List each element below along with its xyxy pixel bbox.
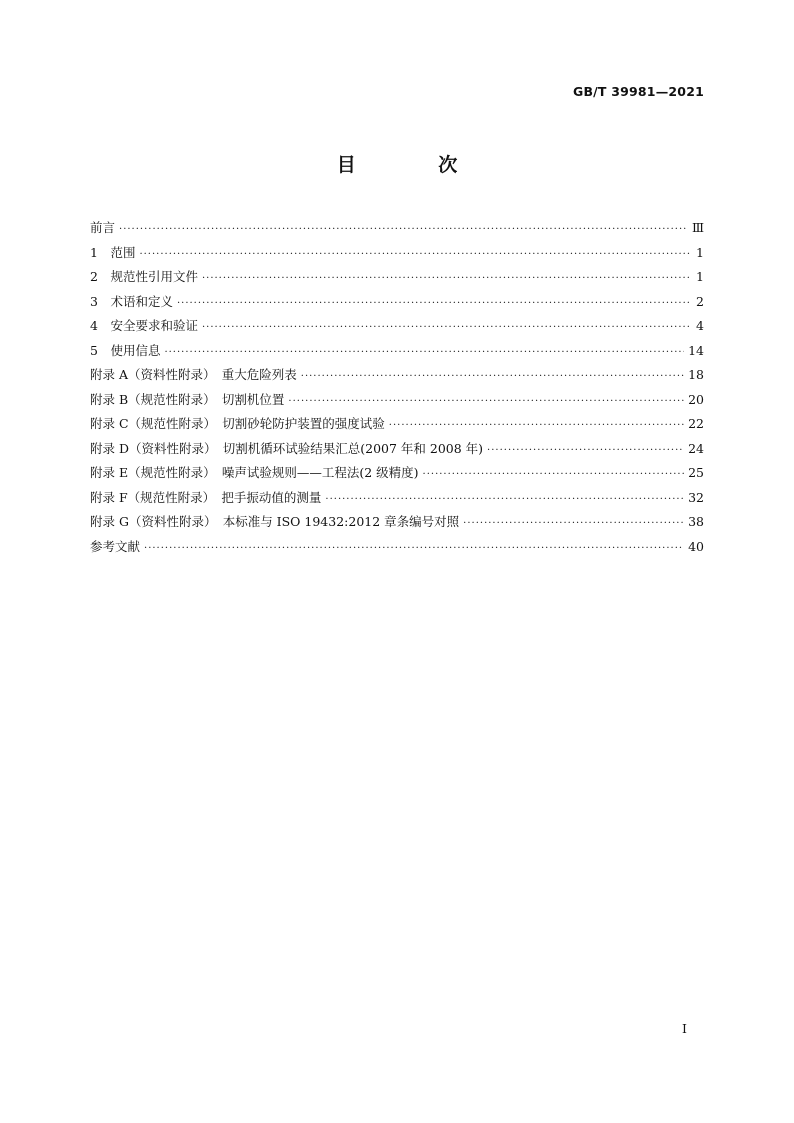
leader-dots [301,365,684,390]
toc-entry-page: 2 [696,293,704,309]
leader-dots [164,341,684,366]
toc-entry-page: 24 [688,440,704,456]
toc-entry-annex-e[interactable] [90,461,704,486]
toc-entry-label: 附录 C（规范性附录） 切割砂轮防护装置的强度试验 [90,416,385,431]
leader-dots [202,316,690,341]
toc-entry-normative-references[interactable] [90,265,704,290]
toc-entry-label: 附录 G（资料性附录） 本标准与 ISO 19432:2012 章条编号对照 [90,514,460,529]
leader-dots [177,292,690,317]
leader-dots [119,218,688,243]
toc-entry-safety-requirements[interactable] [90,314,704,339]
toc-entry-bibliography[interactable] [90,535,704,560]
toc-entry-annex-g[interactable] [90,510,704,535]
toc-entry-scope[interactable] [90,241,704,266]
toc-entry-page: Ⅲ [691,220,704,235]
toc-entry-page: 4 [696,318,704,333]
toc-entry-annex-a[interactable] [90,363,704,388]
toc-entry-page: 14 [688,342,704,358]
toc-entry-label: 附录 F（规范性附录） 把手振动值的测量 [90,489,322,505]
toc-entry-label: 附录 B（规范性附录） 切割机位置 [90,391,285,407]
toc-entry-page: 18 [688,367,704,382]
leader-dots [139,243,690,268]
toc-entry-annex-f[interactable] [90,486,704,511]
toc-entry-page: 1 [696,244,704,260]
standard-number: GB/T 39981—2021 [572,84,704,99]
leader-dots [389,414,684,439]
leader-dots [487,439,684,464]
toc-entry-label: 3 术语和定义 [90,293,173,309]
toc-entry-page: 38 [688,514,704,529]
toc-entry-label: 参考文献 [90,538,141,554]
table-of-contents [90,216,704,559]
leader-dots [463,512,684,537]
toc-entry-page: 1 [696,269,704,284]
toc-entry-terms-definitions[interactable] [90,290,704,315]
page-title: 目 次 [336,154,496,176]
toc-entry-page: 32 [688,489,704,505]
toc-entry-label: 2 规范性引用文件 [90,269,198,284]
leader-dots [423,463,685,488]
toc-entry-label: 4 安全要求和验证 [90,318,198,333]
toc-entry-label: 前言 [90,220,116,235]
toc-entry-label: 5 使用信息 [90,342,161,358]
toc-entry-foreword[interactable] [90,216,704,241]
toc-entry-annex-b[interactable] [90,388,704,413]
leader-dots [325,488,684,513]
toc-entry-page: 22 [688,416,704,431]
leader-dots [202,267,690,292]
toc-entry-label: 附录 E（规范性附录） 噪声试验规则——工程法(2 级精度) [90,465,419,480]
toc-entry-label: 1 范围 [90,244,136,260]
toc-entry-label: 附录 D（资料性附录） 切割机循环试验结果汇总(2007 年和 2008 年) [90,440,484,456]
toc-entry-label: 附录 A（资料性附录） 重大危险列表 [90,367,297,382]
page-number: I [682,1021,687,1036]
toc-entry-page: 20 [688,391,704,407]
toc-entry-page: 40 [688,538,704,554]
toc-entry-annex-d[interactable] [90,437,704,462]
toc-entry-annex-c[interactable] [90,412,704,437]
leader-dots [144,537,684,562]
toc-entry-information-for-use[interactable] [90,339,704,364]
leader-dots [288,390,684,415]
toc-entry-page: 25 [688,465,704,480]
